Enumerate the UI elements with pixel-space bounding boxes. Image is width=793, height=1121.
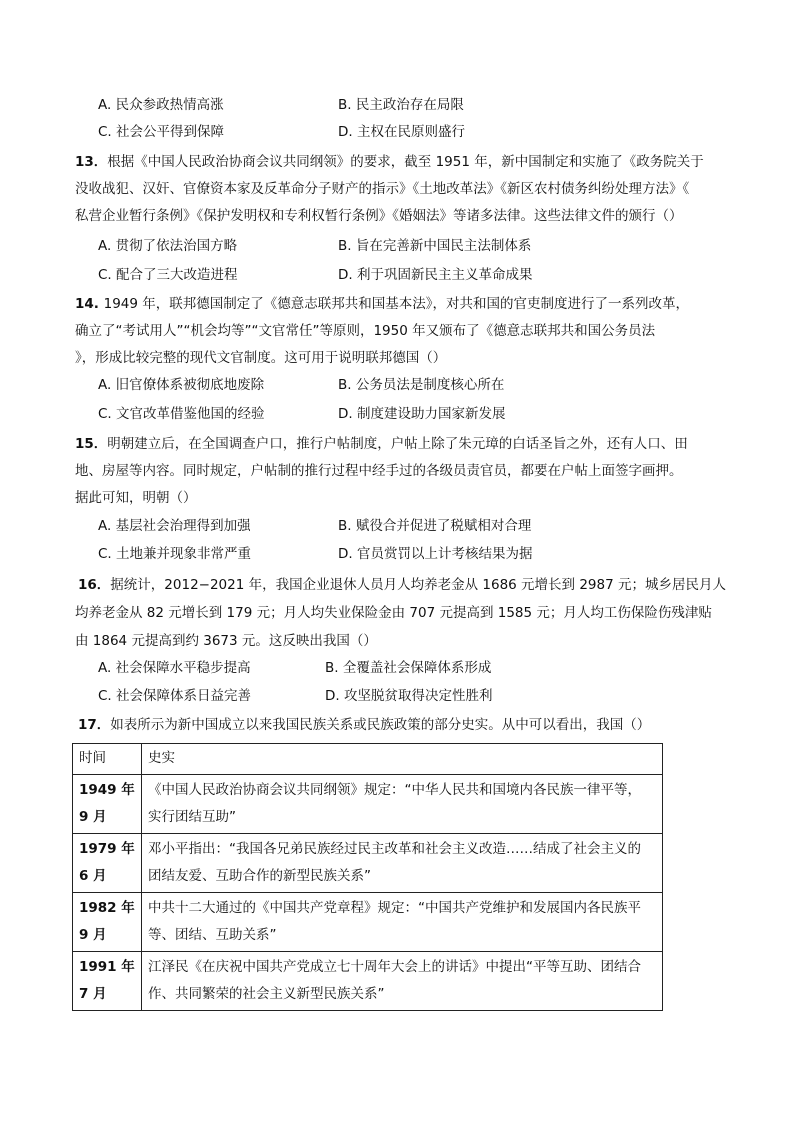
table-row [73,834,663,893]
q17-text: 如表所示为新中国成立以来我国民族关系或民族政策的部分史实。从中可以看出，我国（） [110,717,651,733]
q16-number: 16． [78,577,111,593]
table-row [73,775,663,834]
row-fact [142,775,663,834]
row-fact [142,834,663,893]
q12-option-d: D. 主权在民原则盛行 [338,124,465,140]
table-header-row [73,744,663,775]
q15-option-c: C. 土地兼并现象非常严重 [98,546,252,562]
row-time: 1991 年 7 月 [73,952,142,1011]
q13-number: 13． [75,154,108,170]
row-fact-text: 《中国人民政治协商会议共同纲领》规定：“中华人民共和国境内各民族一律平等，实行团结互助” [148,782,641,825]
q14-text-1: 1949 年，联邦德国制定了《德意志联邦共和国基本法》，对共和国的官吏制度进行了一系列改革， [103,296,690,312]
q16-line-2: 均养老金从 82 元增长到 179 元；月人均失业保险金由 707 元提高到 1585 元；月人均工伤保险伤残津贴 [75,605,712,621]
q15-option-d: D. 官员赏罚以上计考核结果为据 [338,546,533,562]
row-fact-text: 江泽民《在庆祝中国共产党成立七十周年大会上的讲话》中提出“平等互助、团结合作、共同繁荣的社会主义新型民族关系” [148,959,641,1002]
header-time: 时间 [73,744,142,775]
q14-option-c: C. 文官改革借鉴他国的经验 [98,406,265,422]
q13-line-1 [75,152,704,172]
row-time: 1949 年 9 月 [73,775,142,834]
row-fact-text: 邓小平指出：“我国各兄弟民族经过民主改革和社会主义改造……结成了社会主义的团结友爱、互助合作的新型民族关系” [148,841,641,884]
q14-option-a: A. 旧官僚体系被彻底地废除 [98,377,265,393]
q16-text-1: 据统计，2012−2021 年，我国企业退休人员月人均养老金从 1686 元增长到 2987 元；城乡居民月人 [110,577,726,593]
row-time: 1982 年 9 月 [73,893,142,952]
q13-option-d: D. 利于巩固新民主主义革命成果 [338,267,533,283]
q17-number: 17． [78,717,111,733]
row-fact [142,893,663,952]
header-fact: 史实 [142,744,663,775]
q16-line-3: 由 1864 元提高到约 3673 元。这反映出我国（） [75,633,377,649]
q13-text-1: 根据《中国人民政治协商会议共同纲领》的要求，截至 1951 年，新中国制定和实施了《政务院关于 [107,154,704,170]
q13-option-b: B. 旨在完善新中国民主法制体系 [338,238,532,254]
q14-line-3: 》，形成比较完整的现代文官制度。这可用于说明联邦德国（） [75,350,447,366]
q15-option-b: B. 赋役合并促进了税赋相对合理 [338,518,532,534]
history-table [72,743,663,1011]
q14-line-2: 确立了“考试用人”“机会均等”“文官常任”等原则，1950 年又颁布了《德意志联邦共和国公务员法 [75,323,656,339]
row-fact-text: 中共十二大通过的《中国共产党章程》规定：“中国共产党维护和发展国内各民族平等、团结、互助关系” [148,900,641,943]
q13-option-c: C. 配合了三大改造进程 [98,267,238,283]
q12-option-b: B. 民主政治存在局限 [338,97,464,113]
q15-text-1: 明朝建立后，在全国调查户口，推行户帖制度，户帖上除了朱元璋的白话圣旨之外，还有人口、田 [107,436,688,452]
q17-line-1 [78,715,650,735]
table-row [73,893,663,952]
table-row [73,952,663,1011]
row-fact [142,952,663,1011]
q15-number: 15． [75,436,108,452]
q13-option-a: A. 贯彻了依法治国方略 [98,238,238,254]
q16-option-a: A. 社会保障水平稳步提高 [98,660,251,676]
q15-line-2: 地、房屋等内容。同时规定，户帖制的推行过程中经手过的各级员责官员，都要在户帖上面签字画押。 [75,463,683,479]
q16-line-1 [78,575,726,595]
q16-option-c: C. 社会保障体系日益完善 [98,688,252,704]
q16-option-b: B. 全覆盖社会保障体系形成 [325,660,492,676]
q15-line-3: 据此可知，明朝（） [75,490,197,506]
q14-option-d: D. 制度建设助力国家新发展 [338,406,506,422]
q16-option-d: D. 攻坚脱贫取得决定性胜利 [325,688,493,704]
q12-option-a: A. 民众参政热情高涨 [98,97,224,113]
q13-line-2: 没收战犯、汉奸、官僚资本家及反革命分子财产的指示》《土地改革法》《新区农村债务纠纷处理方法》《 [75,181,690,197]
q15-line-1 [75,434,688,454]
q12-option-c: C. 社会公平得到保障 [98,124,225,140]
q14-number: 14. [75,296,104,312]
q14-line-1 [75,294,689,314]
q13-line-3: 私营企业暂行条例》《保护发明权和专利权暂行条例》《婚姻法》等诸多法律。这些法律文件的颁行（） [75,208,683,224]
row-time: 1979 年 6 月 [73,834,142,893]
q15-option-a: A. 基层社会治理得到加强 [98,518,251,534]
q14-option-b: B. 公务员法是制度核心所在 [338,377,505,393]
